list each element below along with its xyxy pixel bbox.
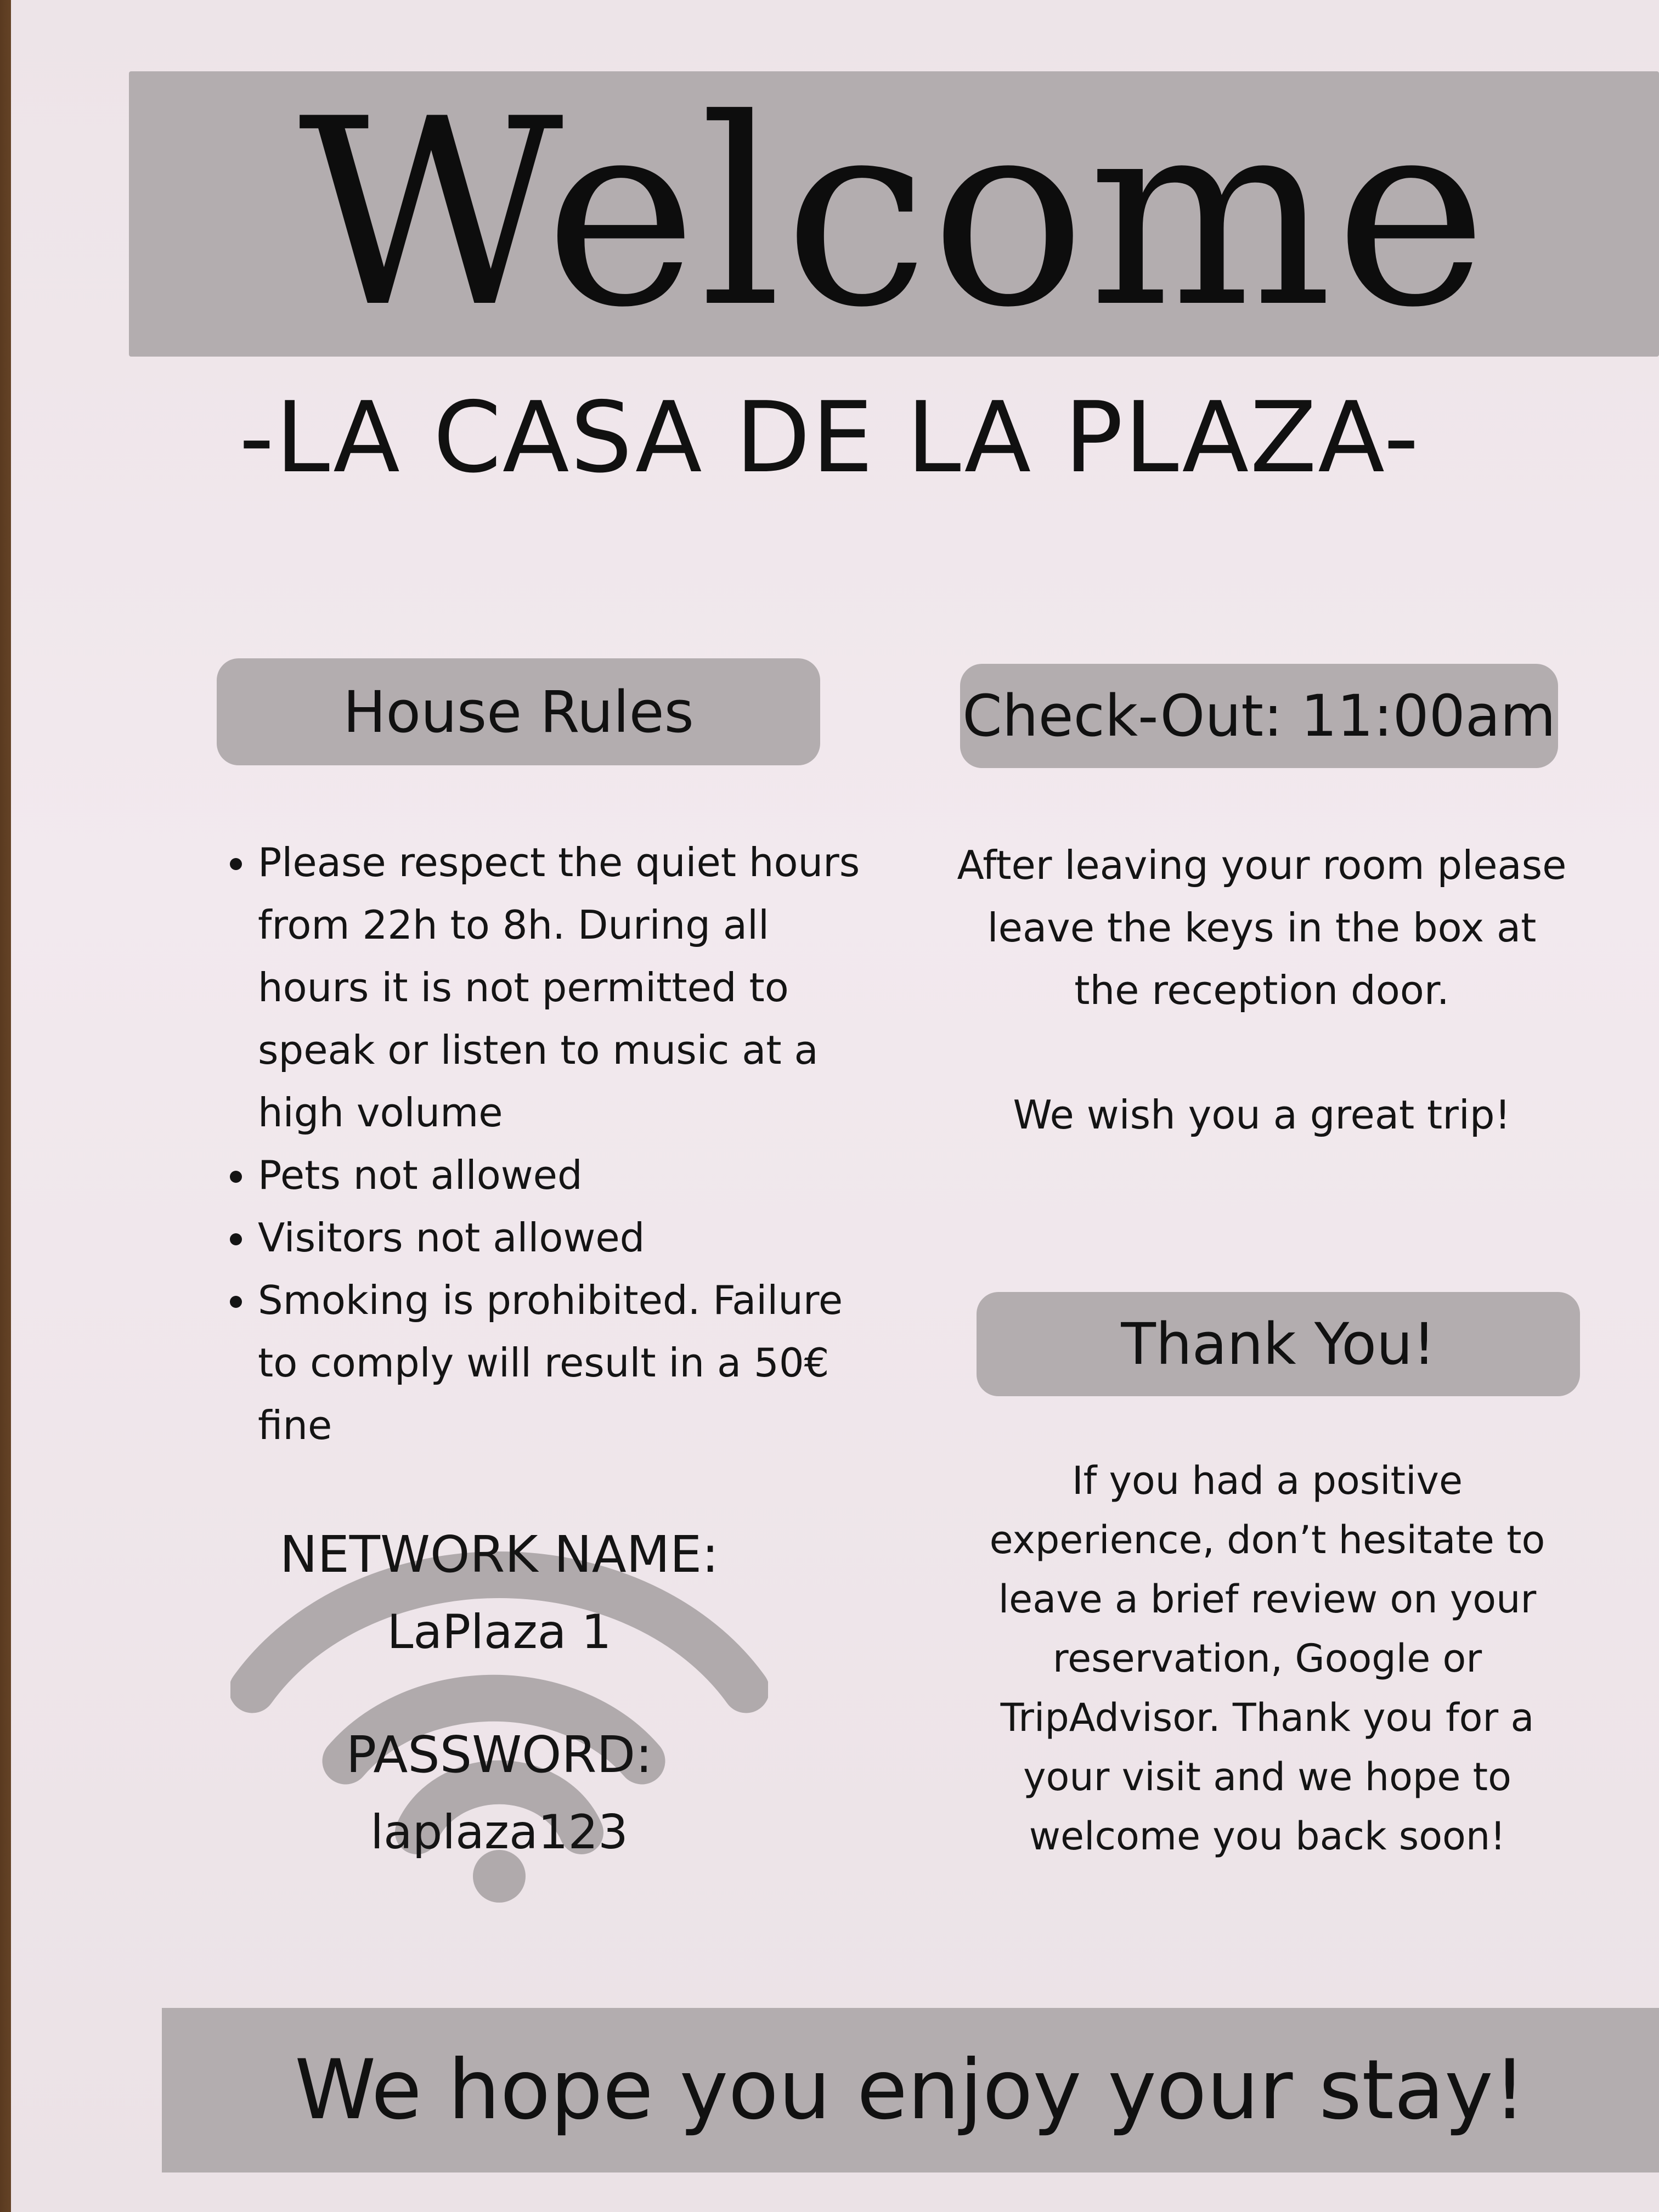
footer-message: We hope you enjoy your stay! [295,2042,1526,2138]
trip-wish: We wish you a great trip! [1013,1092,1511,1138]
rule-item-quiet-hours: • Please respect the quiet hours from 22h to 8h. During all hours it is not permitted to speak or listen to music at a high volume [258,831,872,1144]
network-name-value: LaPlaza 1 [387,1605,612,1660]
rule-item-smoking: • Smoking is prohibited. Failure to comply will result in a 50€ fine [258,1269,872,1457]
checkout-instructions: After leaving your room please leave the keys in the box at the reception door. [957,842,1567,1013]
password-label: PASSWORD: [346,1725,653,1784]
house-rules-heading: House Rules [343,678,694,746]
rule-item-visitors: • Visitors not allowed [258,1206,872,1269]
property-name: -LA CASA DE LA PLAZA- [239,381,1420,494]
thank-you-heading: Thank You! [1121,1311,1436,1378]
house-rules-list [219,831,872,1457]
password-value: laplaza123 [370,1805,628,1860]
rule-item-pets: • Pets not allowed [258,1144,872,1206]
welcome-title: Welcome [298,64,1490,364]
review-request-text: If you had a positive experience, don’t hesitate to leave a brief review on your reservation, Google or TripAdvisor. Thank you for a your visit and we hope to welcome you back soon! [989,1458,1545,1859]
network-name-label: NETWORK NAME: [279,1525,719,1584]
checkout-heading: Check-Out: 11:00am [962,682,1556,749]
